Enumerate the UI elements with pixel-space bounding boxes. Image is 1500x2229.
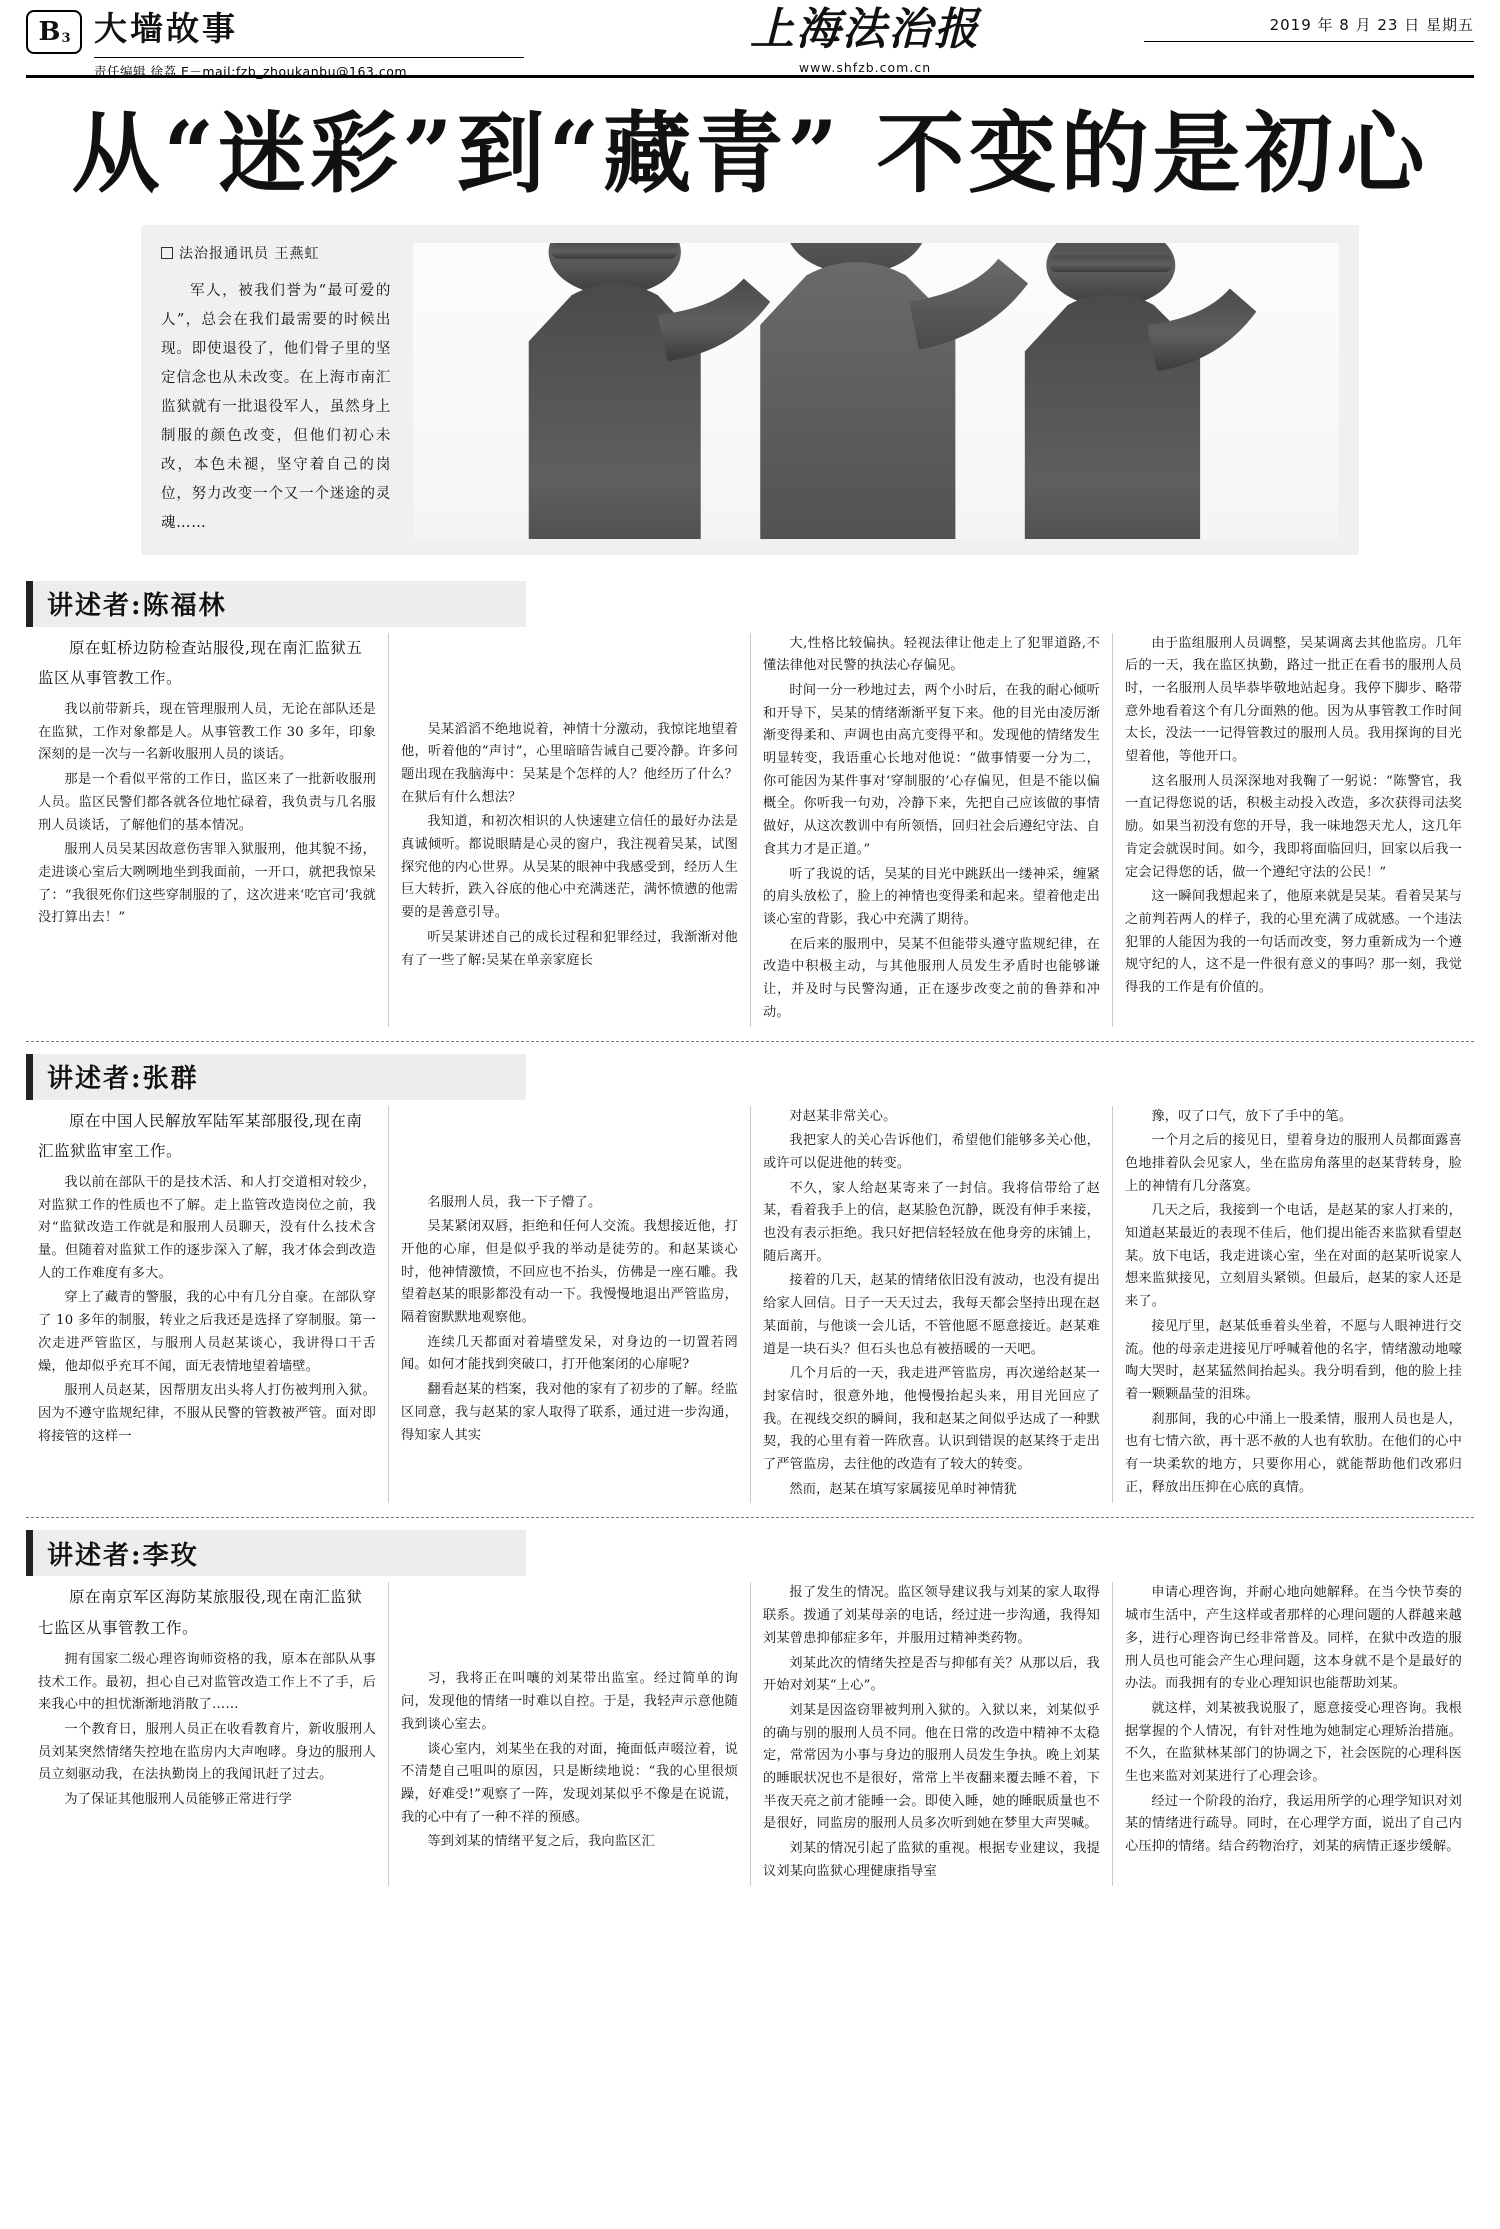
column-3-4 xyxy=(1112,1582,1474,1885)
body-3-2 xyxy=(401,1668,738,1854)
paragraph: 我把家人的关心告诉他们，希望他们能够多关心他，或许可以促进他的转变。 xyxy=(763,1133,1100,1171)
paragraph: 这一瞬间我想起来了，他原来就是吴某。看着吴某与之前判若两人的样子，我的心里充满了成就感。一个违法犯罪的人能因为我的一句话而改变，努力重新成为一个遵规守纪的人，这不是一件很有意义的事吗？那一刻，我觉得我的工作是有价值的。 xyxy=(1125,889,1462,996)
intro-1: 原在虹桥边防检查站服役,现在南汇监狱五监区从事管教工作。 xyxy=(38,638,363,687)
body-2-2 xyxy=(401,1192,738,1448)
section-body-2 xyxy=(26,1106,1474,1504)
column-2-4 xyxy=(1112,1106,1474,1504)
paragraph: 一个月之后的接见日，望着身边的服刑人员都面露喜色地排着队会见家人，坐在监房角落里的赵某背转身，脸上的神情有几分落寞。 xyxy=(1125,1133,1462,1194)
lead-text xyxy=(161,243,391,539)
paragraph: 在后来的服刑中，吴某不但能带头遵守监规纪律，在改造中积极主动，与其他服刑人员发生矛盾时也能够谦让，并及时与民警沟通，正在逐步改变之前的鲁莽和冲动。 xyxy=(763,936,1100,1020)
section-body-3 xyxy=(26,1582,1474,1885)
paragraph: 刘某是因盗窃罪被判刑入狱的。入狱以来，刘某似乎的确与别的服刑人员不同。他在日常的改造中精神不太稳定，常常因为小事与身边的服刑人员发生争执。晚上刘某的睡眠状况也不是很好，常常上半夜翻来覆去睡不着，下半夜天亮之前才能睡一会。即使入睡，她的睡眠质量也不是很好，同监房的服刑人员多次听到她在梦里大声哭喊。 xyxy=(763,1702,1100,1832)
masthead-right xyxy=(1144,8,1474,42)
section-badge-letter: B xyxy=(38,17,61,47)
body-3-1 xyxy=(38,1649,376,1812)
three-saluting-soldiers-photo xyxy=(413,243,1339,539)
paragraph: 我知道，和初次相识的人快速建立信任的最好办法是真诚倾听。都说眼睛是心灵的窗户，我注视着吴某，试图探究他的内心世界。从吴某的眼神中我感受到，经历人生巨大转折，跌入谷底的他心中充满迷茫，满怀愤懑的他需要的是善意引导。 xyxy=(401,814,738,921)
paragraph: 等到刘某的情绪平复之后，我向监区汇 xyxy=(427,1834,655,1850)
intro-3: 原在南京军区海防某旅服役,现在南汇监狱七监区从事管教工作。 xyxy=(38,1588,363,1637)
masthead-center xyxy=(586,4,1144,75)
paragraph: 谈心室内，刘某坐在我的对面，掩面低声啜泣着，说不清楚自己咀叫的原因，只是断续地说：“我的心里很烦躁，好难受!”观察了一阵，发现刘某似乎不像是在说谎，我的心中有了一种不祥的预感。 xyxy=(401,1741,738,1825)
paragraph: 一个教育日，服刑人员正在收看教育片，新收服刑人员刘某突然情绪失控地在监房内大声咆哮。身边的服刑人员立刻驱动我，在法执勤岗上的我闻讯赶了过去。 xyxy=(38,1722,376,1783)
bullet-square-icon xyxy=(161,247,173,259)
lead-paragraph: 军人，被我们誉为“最可爱的人”，总会在我们最需要的时候出现。即使退役了，他们骨子里的坚定信念也从未改变。在上海市南汇监狱就有一批退役军人，虽然身上制服的颜色改变，但他们初心未改，本色未褪，坚守着自己的岗位，努力改变一个又一个迷途的灵魂…… xyxy=(161,282,391,531)
paragraph: 几天之后，我接到一个电话，是赵某的家人打来的，知道赵某最近的表现不佳后，他们提出能否来监狱看望赵某。放下电话，我走进谈心室，坐在对面的赵某听说家人想来监狱接见，立刻眉头紧锁。但最后，赵某的家人还是来了。 xyxy=(1125,1203,1462,1310)
paragraph: 习，我将正在叫嚷的刘某带出监室。经过简单的询问，发现他的情绪一时难以自控。于是，我轻声示意他随我到谈心室去。 xyxy=(401,1671,738,1732)
page-headline: 从“迷彩”到“藏青” 不变的是初心 xyxy=(71,101,1429,205)
paragraph: 吴某紧闭双唇，拒绝和任何人交流。我想接近他，打开他的心扉，但是似乎我的举动是徒劳的。和赵某谈心时，他神情激愤，不回应也不抬头，仿佛是一座石雕。我望着赵某的眼影都没有动一下。我慢慢地退出严管监房，隔着窗默默地观察他。 xyxy=(401,1219,738,1326)
speaker-header-1 xyxy=(26,581,526,627)
speaker-label-2: 讲述者:张群 xyxy=(47,1064,199,1094)
speaker-label-1: 讲述者:陈福林 xyxy=(47,591,227,622)
paragraph: 几个月后的一天，我走进严管监房，再次递给赵某一封家信时，很意外地，他慢慢抬起头来，用目光回应了我。在视线交织的瞬间，我和赵某之间似乎达成了一种默契，我的心里有着一阵欣喜。认识到错误的赵某终于走出了严管监房，去往他的改造有了较大的转变。 xyxy=(763,1366,1100,1473)
paragraph: 报了发生的情况。监区领导建议我与刘某的家人取得联系。拨通了刘某母亲的电话，经过进一步沟通，我得知刘某曾患抑郁症多年，并服用过精神类药物。 xyxy=(763,1585,1100,1646)
paragraph: 申请心理咨询，并耐心地向她解释。在当今快节奏的城市生活中，产生这样或者那样的心理问题的人群越来越多，进行心理咨询已经非常普及。同样，在狱中改造的服刑人员也可能会产生心理问题，这本身就不是个是最好的办法。而我拥有的专业心理知识也能帮助刘某。 xyxy=(1125,1585,1462,1692)
paragraph: 大,性格比较偏执。轻视法律让他走上了犯罪道路,不懂法律他对民警的执法心存偏见。 xyxy=(763,635,1100,674)
column-3-1 xyxy=(26,1582,388,1885)
lead-block xyxy=(141,225,1359,555)
column-2-1 xyxy=(26,1106,388,1504)
speaker-header-2 xyxy=(26,1054,526,1100)
section-divider-1 xyxy=(26,1041,1474,1042)
paragraph: 接见厅里，赵某低垂着头坐着，不愿与人眼神进行交流。他的母亲走进接见厅呼喊着他的名字，情绪激动地嚎啕大哭时，赵某猛然间抬起头。我分明看到，他的脸上挂着一颗颗晶莹的泪珠。 xyxy=(1125,1318,1462,1402)
lead-byline xyxy=(161,243,391,263)
section-body-1 xyxy=(26,633,1474,1027)
speaker-label-3: 讲述者:李玫 xyxy=(47,1540,199,1571)
paragraph: 那是一个看似平常的工作日，监区来了一批新收服刑人员。监区民警们都各就各位地忙碌着，我负责与几名服刑人员谈话，了解他们的基本情况。 xyxy=(38,772,376,833)
paragraph: 就这样，刘某被我说服了，愿意接受心理咨询。我根据掌握的个人情况，有针对性地为她制定心理矫治措施。不久，在监狱林某部门的协调之下，社会医院的心理科医生也来监对刘某进行了心理会诊。 xyxy=(1125,1700,1462,1785)
paragraph: 刘某此次的情绪失控是否与抑郁有关？从那以后，我开始对刘某“上心”。 xyxy=(763,1655,1100,1694)
body-3-3 xyxy=(763,1582,1100,1883)
paper-url[interactable]: www.shfzb.com.cn xyxy=(798,60,932,75)
paragraph: 豫，叹了口气，放下了手中的笔。 xyxy=(1151,1108,1353,1124)
paragraph: 翻看赵某的档案，我对他的家有了初步的了解。经监区同意，我与赵某的家人取得了联系，通过进一步沟通，得知家人其实 xyxy=(401,1382,738,1443)
paragraph: 拥有国家二级心理咨询师资格的我，原本在部队从事技术工作。最初，担心自己对监管改造工作上不了手，后来我心中的担忧渐渐地消散了…… xyxy=(38,1651,376,1713)
section-title: 大墙故事 xyxy=(94,9,238,48)
body-2-3 xyxy=(763,1106,1100,1502)
column-2-2 xyxy=(388,1106,750,1504)
column-1-2 xyxy=(388,633,750,1027)
paragraph: 然而，赵某在填写家属接见单时神情犹 xyxy=(789,1481,1017,1497)
story-section-1 xyxy=(26,581,1474,1027)
paragraph: 对赵某非常关心。 xyxy=(789,1108,897,1124)
editor-line: 责任编辑 徐荔 E－mail:fzb_zhoukanbu@163.com xyxy=(94,57,524,80)
body-1-4 xyxy=(1125,633,1462,1000)
paragraph: 时间一分一秒地过去，两个小时后，在我的耐心倾听和开导下，吴某的情绪渐渐平复下来。他的目光由凌厉渐渐变得柔和、声调也由高亢变得平和。发现他的情绪发生明显转变，我语重心长地对他说：“做事情要一分为二，你可能因为某件事对‘穿制服的’心存偏见，但是不能以偏概全。你听我一句劝，冷静下来，先把自己应该做的事情做好，从这次教训中有所领悟，回归社会后遵纪守法、自食其力才是正道。” xyxy=(763,682,1100,857)
column-1-1 xyxy=(26,633,388,1027)
intro-2: 原在中国人民解放军陆军某部服役,现在南汇监狱监审室工作。 xyxy=(38,1111,363,1160)
masthead xyxy=(26,0,1474,78)
story-section-2 xyxy=(26,1054,1474,1504)
lead-byline-text: 法治报通讯员 王燕虹 xyxy=(179,245,320,262)
paragraph: 由于监组服刑人员调整，吴某调离去其他监房。几年后的一天，我在监区执勤，路过一批正在看书的服刑人员时，一名服刑人员毕恭毕敬地站起身。我停下脚步、略带意外地看着这个有几分面熟的他。因为从事管教工作时间太长，没法一一记得管教过的服刑人员。我用探询的目光望着他，等他开口。 xyxy=(1125,635,1462,765)
paragraph: 刹那间，我的心中涌上一股柔情，服刑人员也是人，也有七情六欲，再十恶不赦的人也有软肋。在他们的心中有一块柔软的地方，只要你用心，就能帮助他们改邪归正，释放出压抑在心底的真情。 xyxy=(1125,1411,1462,1495)
column-1-3 xyxy=(750,633,1112,1027)
paragraph: 吴某滔滔不绝地说着，神情十分激动，我惊诧地望着他，听着他的“声讨”，心里暗暗告诫自己要冷静。许多问题出现在我脑海中：吴某是个怎样的人？他经历了什么？在狱后有什么想法？ xyxy=(401,721,738,805)
paragraph: 经过一个阶段的治疗，我运用所学的心理学知识对刘某的情绪进行疏导。同时，在心理学方面，说出了自己内心压抑的情绪。结合药物治疗，刘某的病情正逐步缓解。 xyxy=(1125,1793,1462,1855)
column-3-3 xyxy=(750,1582,1112,1885)
body-3-4 xyxy=(1125,1582,1462,1858)
paragraph: 名服刑人员，我一下子懵了。 xyxy=(427,1194,602,1210)
publication-date: 2019 年 8 月 23 日 星期五 xyxy=(1144,14,1474,42)
paragraph: 我以前在部队干的是技术活、和人打交道相对较少，对监狱工作的性质也不了解。走上监管改造岗位之前，我对“监狱改造工作就是和服刑人员聊天，没有什么技术含量。但随着对监狱工作的逐步深入了解，我才体会到改造人的工作难度有多大。 xyxy=(38,1174,376,1281)
section-divider-2 xyxy=(26,1517,1474,1518)
photo-illustration xyxy=(413,243,1339,539)
paper-name: 上海法治报 xyxy=(750,4,980,55)
body-2-4 xyxy=(1125,1106,1462,1500)
paragraph: 听吴某讲述自己的成长过程和犯罪经过，我渐渐对他有了一些了解:吴某在单亲家庭长 xyxy=(401,929,738,968)
body-2-1 xyxy=(38,1172,376,1448)
speaker-header-3 xyxy=(26,1530,526,1576)
paragraph: 为了保证其他服刑人员能够正常进行学 xyxy=(64,1792,292,1808)
paragraph: 服刑人员赵某，因帮朋友出头将人打伤被判刑入狱。因为不遵守监规纪律，不服从民警的管教被严管。面对即将接管的这样一 xyxy=(38,1383,376,1444)
section-badge-number: 3 xyxy=(61,30,71,46)
paragraph: 连续几天都面对着墙壁发呆，对身边的一切置若罔闻。如何才能找到突破口，打开他案闭的心扉呢? xyxy=(401,1334,738,1373)
body-1-2 xyxy=(401,719,738,973)
column-2-3 xyxy=(750,1106,1112,1504)
paragraph: 我以前带新兵，现在管理服刑人员，无论在部队还是在监狱，工作对象都是人。从事管教工作 30 多年，印象深刻的是一次与一名新收服刑人员的谈话。 xyxy=(38,701,376,763)
paragraph: 接着的几天，赵某的情绪依旧没有波动，也没有提出给家人回信。日子一天天过去，我每天都会坚持出现在赵某面前，与他谈一会儿话，不管他愿不愿意接近。赵某难道是一块石头？但石头也总有被捂暖的一天吧。 xyxy=(763,1273,1100,1357)
story-section-3 xyxy=(26,1530,1474,1885)
body-1-3 xyxy=(763,633,1100,1025)
paragraph: 服刑人员吴某因故意伤害罪入狱服刑，他其貌不扬，走进谈心室后大咧咧地坐到我面前，一开口，就把我惊呆了：“我很死你们这些穿制服的了，这次进来‘吃官司’我就没打算出去！” xyxy=(38,842,376,926)
section-badge xyxy=(26,10,82,54)
paragraph: 这名服刑人员深深地对我鞠了一躬说：“陈警官，我一直记得您说的话，积极主动投入改造，多次获得司法奖励。如果当初没有您的开导，我一味地怨天尤人，这几年肯定会就误时间。如今，我即将面临回归，回家以后我一定会记得您的话，做一个遵纪守法的公民！” xyxy=(1125,773,1462,880)
column-1-4 xyxy=(1112,633,1474,1027)
paragraph: 听了我说的话，吴某的目光中跳跃出一缕神采，缠紧的肩头放松了，脸上的神情也变得柔和起来。望着他走出谈心室的背影，我心中充满了期待。 xyxy=(763,866,1100,927)
paragraph: 不久，家人给赵某寄来了一封信。我将信带给了赵某，看着我手上的信，赵某脸色沉静，既没有伸手来接，也没有表示拒绝。我只好把信轻轻放在他身旁的床铺上，随后离开。 xyxy=(763,1180,1100,1264)
paragraph: 刘某的情况引起了监狱的重视。根据专业建议，我提议刘某向监狱心理健康指导室 xyxy=(763,1841,1100,1879)
paragraph: 穿上了藏青的警服，我的心中有几分自豪。在部队穿了 10 多年的制服，转业之后我还是选择了穿制服。第一次走进严管监区，与服刑人员赵某谈心，我讲得口干舌燥，他却似乎充耳不闻，面无表情地望着墙壁。 xyxy=(38,1290,376,1374)
body-1-1 xyxy=(38,699,376,930)
column-3-2 xyxy=(388,1582,750,1885)
masthead-left xyxy=(26,8,586,80)
